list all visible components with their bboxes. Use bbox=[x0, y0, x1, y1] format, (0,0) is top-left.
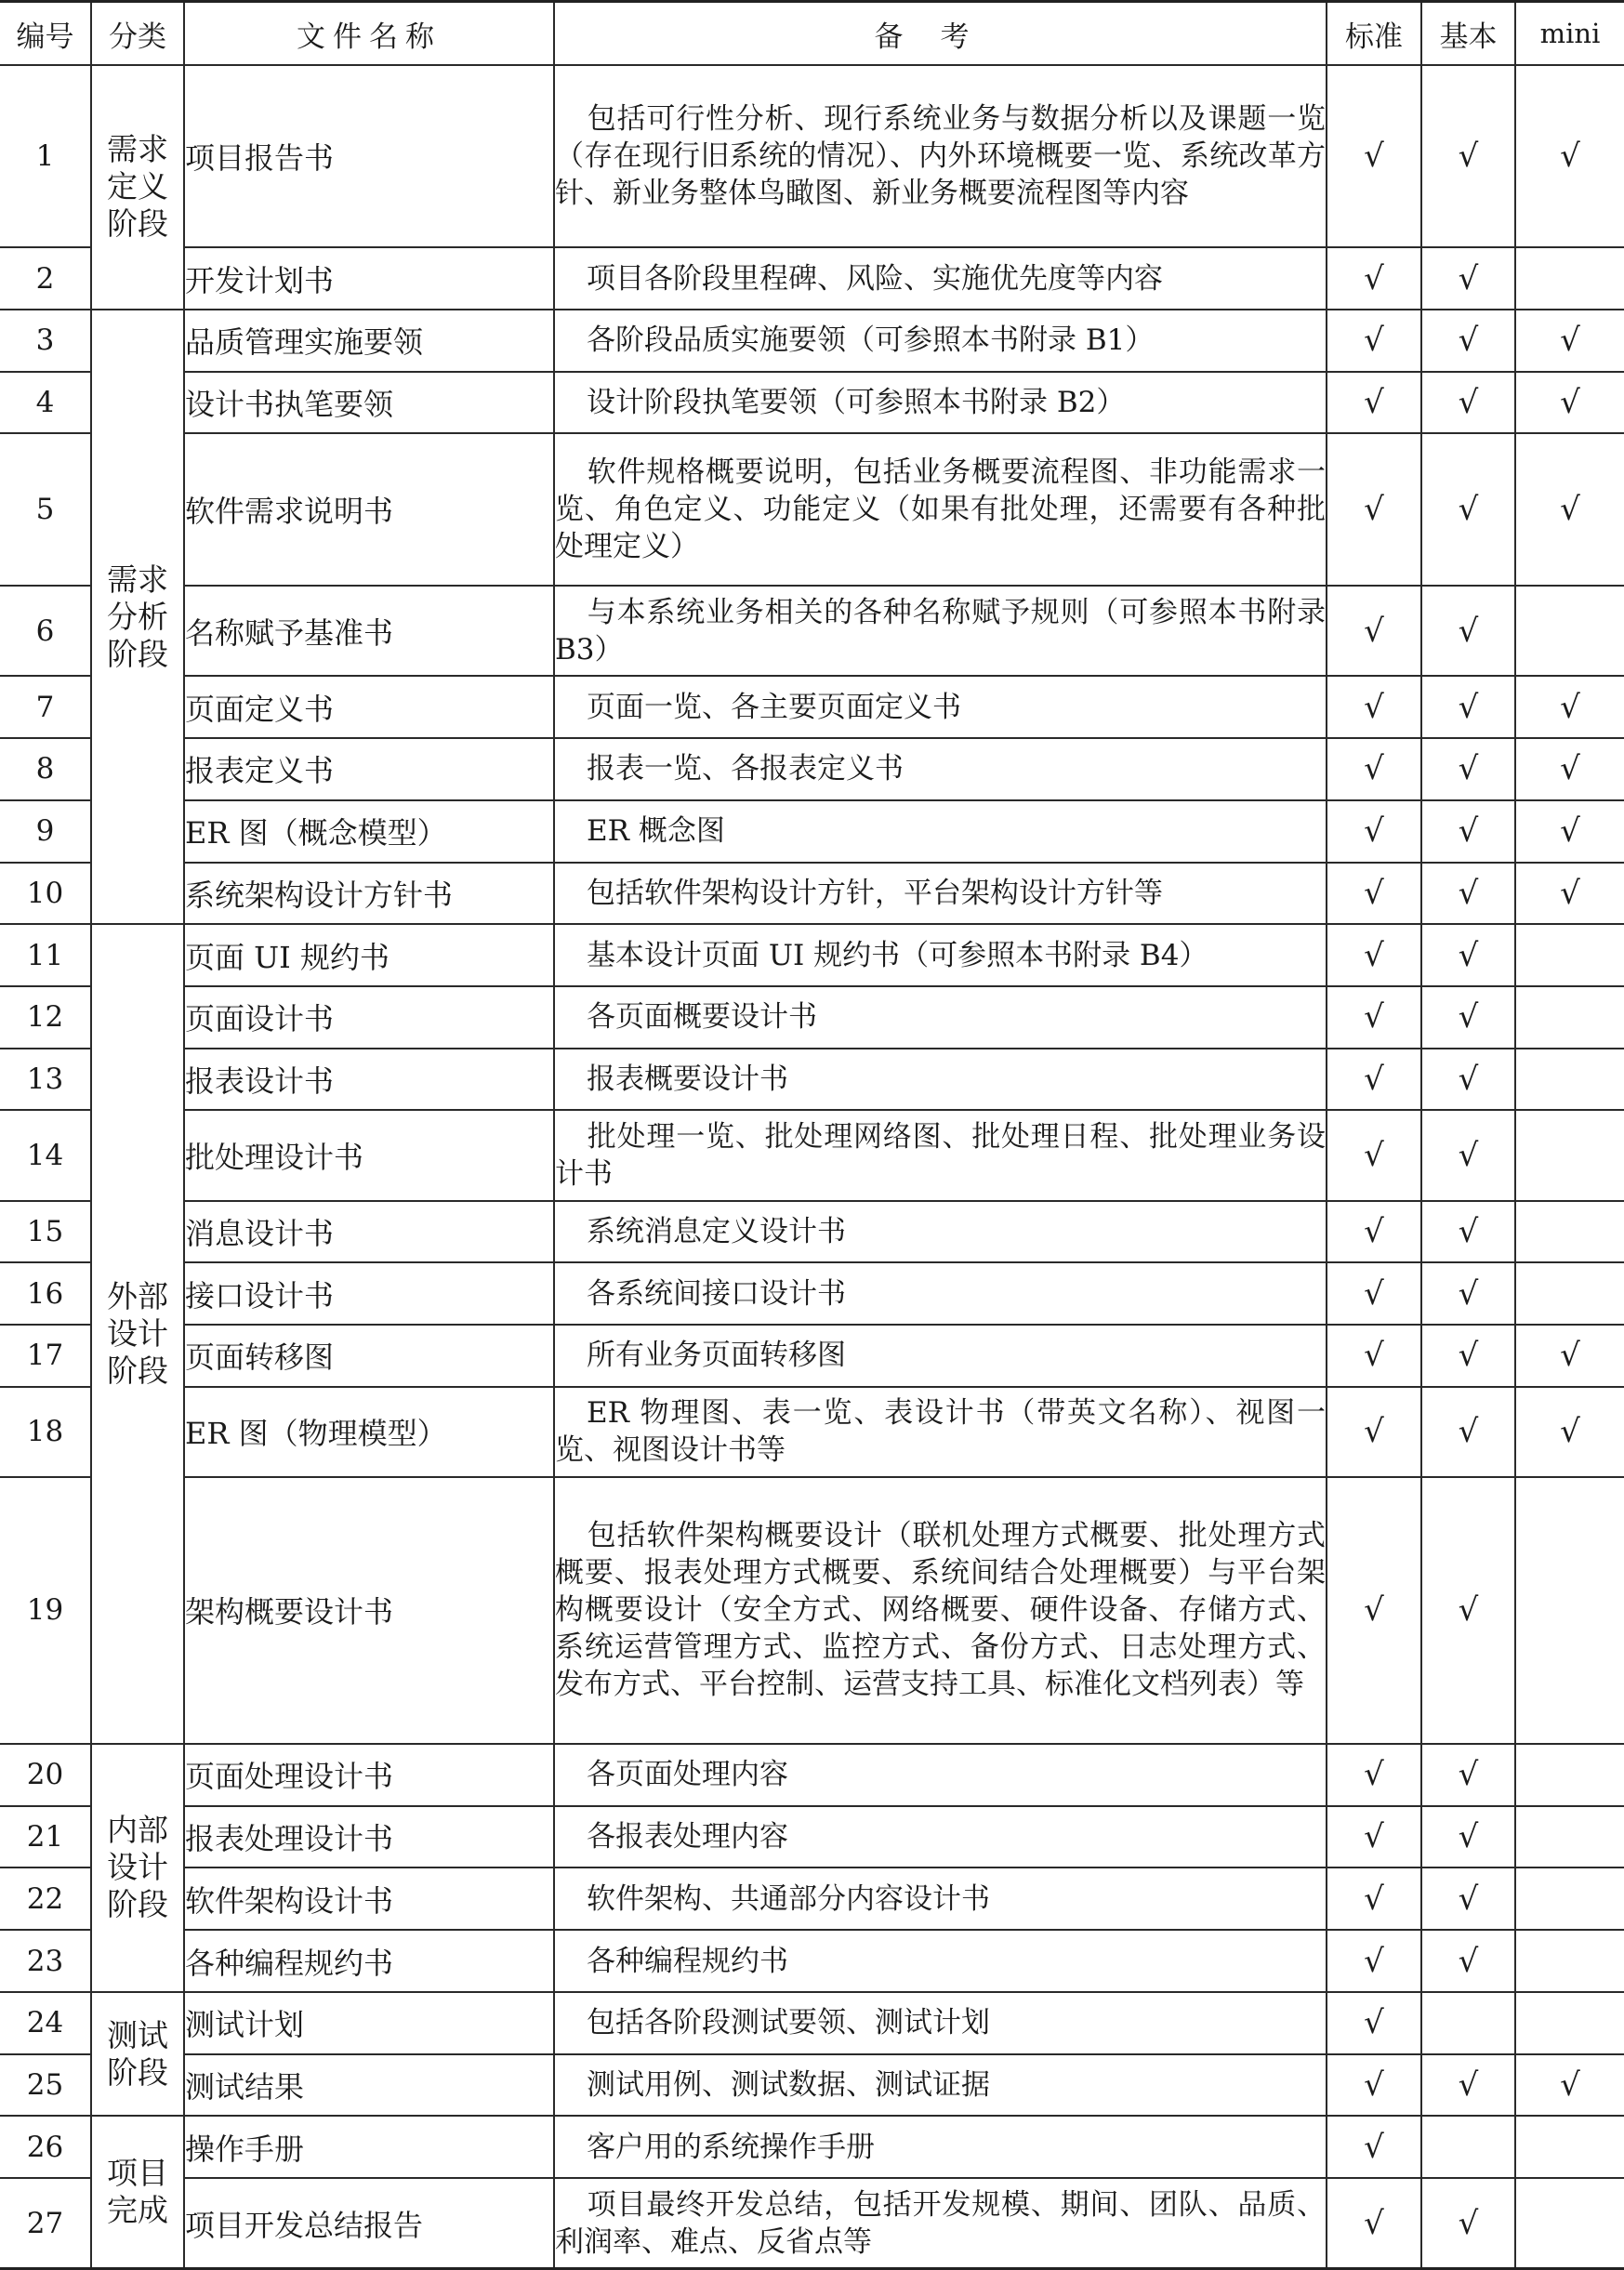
category-cell bbox=[91, 1744, 184, 1992]
file-name: 软件架构设计书 bbox=[184, 1867, 554, 1930]
table-row bbox=[0, 1806, 1624, 1868]
table-row bbox=[0, 738, 1624, 800]
check-mini bbox=[1515, 1992, 1624, 2054]
check-mark-icon: √ bbox=[1364, 2066, 1384, 2105]
row-number: 3 bbox=[0, 310, 91, 372]
table-row bbox=[0, 433, 1624, 586]
check-mark-icon: √ bbox=[1364, 1136, 1384, 1174]
check-mini bbox=[1515, 247, 1624, 310]
file-name: 品质管理实施要领 bbox=[184, 310, 554, 372]
check-mark-icon: √ bbox=[1364, 1337, 1384, 1375]
file-name: 系统架构设计方针书 bbox=[184, 863, 554, 925]
check-mini bbox=[1515, 676, 1624, 738]
row-number: 4 bbox=[0, 372, 91, 434]
check-mini bbox=[1515, 1744, 1624, 1806]
check-basic bbox=[1421, 1325, 1515, 1387]
check-mini bbox=[1515, 800, 1624, 863]
check-mark-icon: √ bbox=[1458, 1880, 1479, 1918]
check-std bbox=[1327, 1806, 1421, 1868]
check-mark-icon: √ bbox=[1364, 322, 1384, 360]
row-number: 16 bbox=[0, 1262, 91, 1325]
check-mini bbox=[1515, 310, 1624, 372]
table-row bbox=[0, 1387, 1624, 1477]
check-mark-icon: √ bbox=[1458, 936, 1479, 974]
check-mark-icon: √ bbox=[1364, 491, 1384, 529]
check-mini bbox=[1515, 1867, 1624, 1930]
check-std bbox=[1327, 65, 1421, 247]
check-mark-icon: √ bbox=[1458, 1212, 1479, 1250]
check-mark-icon: √ bbox=[1560, 750, 1580, 788]
check-mark-icon: √ bbox=[1458, 491, 1479, 529]
row-number: 1 bbox=[0, 65, 91, 247]
table-row bbox=[0, 1110, 1624, 1200]
check-mark-icon: √ bbox=[1458, 1942, 1479, 1980]
row-number: 24 bbox=[0, 1992, 91, 2054]
row-number: 7 bbox=[0, 676, 91, 738]
note-text: 报表概要设计书 bbox=[587, 1062, 788, 1097]
table-row bbox=[0, 800, 1624, 863]
check-mini bbox=[1515, 924, 1624, 986]
table-row bbox=[0, 924, 1624, 986]
check-std bbox=[1327, 372, 1421, 434]
check-basic bbox=[1421, 247, 1515, 310]
note-text: 报表一览、各报表定义书 bbox=[587, 752, 904, 786]
check-mark-icon: √ bbox=[1364, 384, 1384, 422]
table-row bbox=[0, 2054, 1624, 2117]
table-row bbox=[0, 247, 1624, 310]
check-std bbox=[1327, 1992, 1421, 2054]
check-mark-icon: √ bbox=[1364, 1942, 1384, 1980]
note-text: 基本设计页面 UI 规约书（可参照本书附录 B4） bbox=[587, 938, 1208, 972]
row-number: 17 bbox=[0, 1325, 91, 1387]
note-cell bbox=[554, 586, 1327, 676]
check-mark-icon: √ bbox=[1560, 812, 1580, 851]
check-std bbox=[1327, 800, 1421, 863]
check-mark-icon: √ bbox=[1560, 1337, 1580, 1375]
note-cell bbox=[554, 863, 1327, 925]
note-text: 各系统间接口设计书 bbox=[587, 1276, 846, 1311]
category-cell bbox=[91, 310, 184, 924]
row-number: 8 bbox=[0, 738, 91, 800]
category-label: 测试阶段 bbox=[107, 2016, 168, 2091]
row-number: 27 bbox=[0, 2178, 91, 2268]
check-std bbox=[1327, 1867, 1421, 1930]
check-mark-icon: √ bbox=[1458, 998, 1479, 1036]
check-mark-icon: √ bbox=[1458, 138, 1479, 176]
file-name: 消息设计书 bbox=[184, 1201, 554, 1263]
category-label: 外部设计阶段 bbox=[107, 1278, 168, 1390]
check-std bbox=[1327, 1049, 1421, 1111]
note-text: 所有业务页面转移图 bbox=[587, 1339, 846, 1373]
note-text: 软件架构、共通部分内容设计书 bbox=[587, 1881, 990, 1916]
check-basic bbox=[1421, 1867, 1515, 1930]
header-mini: mini bbox=[1515, 2, 1624, 66]
check-mark-icon: √ bbox=[1458, 384, 1479, 422]
check-std bbox=[1327, 924, 1421, 986]
check-std bbox=[1327, 1387, 1421, 1477]
check-mini bbox=[1515, 1110, 1624, 1200]
check-basic bbox=[1421, 1387, 1515, 1477]
file-name: 架构概要设计书 bbox=[184, 1477, 554, 1744]
file-name: 项目报告书 bbox=[184, 65, 554, 247]
note-cell bbox=[554, 1867, 1327, 1930]
note-text: 各阶段品质实施要领（可参照本书附录 B1） bbox=[587, 323, 1155, 358]
file-name: 项目开发总结报告 bbox=[184, 2178, 554, 2268]
check-mark-icon: √ bbox=[1458, 612, 1479, 650]
note-cell bbox=[554, 1477, 1327, 1744]
file-name: 各种编程规约书 bbox=[184, 1930, 554, 1992]
check-mini bbox=[1515, 1201, 1624, 1263]
row-number: 23 bbox=[0, 1930, 91, 1992]
check-mark-icon: √ bbox=[1458, 1061, 1479, 1099]
check-basic bbox=[1421, 863, 1515, 925]
row-number: 10 bbox=[0, 863, 91, 925]
table-row bbox=[0, 1262, 1624, 1325]
note-cell bbox=[554, 2054, 1327, 2117]
note-cell bbox=[554, 1325, 1327, 1387]
table-row bbox=[0, 310, 1624, 372]
file-name: 报表处理设计书 bbox=[184, 1806, 554, 1868]
note-cell bbox=[554, 1806, 1327, 1868]
category-label: 内部设计阶段 bbox=[107, 1812, 168, 1923]
note-cell bbox=[554, 433, 1327, 586]
table-row bbox=[0, 1867, 1624, 1930]
note-cell bbox=[554, 1387, 1327, 1477]
check-basic bbox=[1421, 800, 1515, 863]
header-num: 编号 bbox=[0, 2, 91, 66]
note-cell bbox=[554, 1930, 1327, 1992]
header-basic: 基本 bbox=[1421, 2, 1515, 66]
file-name: 名称赋予基准书 bbox=[184, 586, 554, 676]
row-number: 19 bbox=[0, 1477, 91, 1744]
check-basic bbox=[1421, 738, 1515, 800]
check-mini bbox=[1515, 863, 1624, 925]
check-basic bbox=[1421, 1806, 1515, 1868]
check-mini bbox=[1515, 1049, 1624, 1111]
table-row bbox=[0, 1930, 1624, 1992]
check-basic bbox=[1421, 65, 1515, 247]
check-basic bbox=[1421, 586, 1515, 676]
check-std bbox=[1327, 676, 1421, 738]
note-text: 系统消息定义设计书 bbox=[587, 1214, 846, 1248]
check-std bbox=[1327, 2054, 1421, 2117]
file-name: 操作手册 bbox=[184, 2116, 554, 2178]
check-mark-icon: √ bbox=[1458, 2204, 1479, 2242]
check-mini bbox=[1515, 1387, 1624, 1477]
table-row bbox=[0, 1744, 1624, 1806]
check-basic bbox=[1421, 924, 1515, 986]
note-cell bbox=[554, 1992, 1327, 2054]
check-mark-icon: √ bbox=[1458, 812, 1479, 851]
note-cell bbox=[554, 247, 1327, 310]
check-mini bbox=[1515, 1262, 1624, 1325]
check-std bbox=[1327, 1930, 1421, 1992]
check-mark-icon: √ bbox=[1364, 612, 1384, 650]
file-name: 页面 UI 规约书 bbox=[184, 924, 554, 986]
file-name: 批处理设计书 bbox=[184, 1110, 554, 1200]
row-number: 18 bbox=[0, 1387, 91, 1477]
note-cell bbox=[554, 2178, 1327, 2268]
row-number: 12 bbox=[0, 986, 91, 1049]
file-name: 报表定义书 bbox=[184, 738, 554, 800]
check-mini bbox=[1515, 372, 1624, 434]
file-name: 测试结果 bbox=[184, 2054, 554, 2117]
check-std bbox=[1327, 1110, 1421, 1200]
row-number: 6 bbox=[0, 586, 91, 676]
file-name: 页面设计书 bbox=[184, 986, 554, 1049]
check-std bbox=[1327, 1201, 1421, 1263]
table-row bbox=[0, 1992, 1624, 2054]
check-std bbox=[1327, 310, 1421, 372]
check-mark-icon: √ bbox=[1560, 688, 1580, 726]
note-cell bbox=[554, 800, 1327, 863]
check-mini bbox=[1515, 1325, 1624, 1387]
note-text: 包括可行性分析、现行系统业务与数据分析以及课题一览（存在现行旧系统的情况）、内外环境概要一览、系统改革方针、新业务整体鸟瞰图、新业务概要流程图等内容 bbox=[555, 102, 1326, 211]
note-text: 包括软件架构设计方针，平台架构设计方针等 bbox=[587, 876, 1163, 910]
check-std bbox=[1327, 1325, 1421, 1387]
note-text: 页面一览、各主要页面定义书 bbox=[587, 690, 961, 724]
check-mark-icon: √ bbox=[1458, 322, 1479, 360]
check-std bbox=[1327, 2116, 1421, 2178]
table-row bbox=[0, 986, 1624, 1049]
check-mark-icon: √ bbox=[1364, 998, 1384, 1036]
table-row bbox=[0, 863, 1624, 925]
check-mini bbox=[1515, 1930, 1624, 1992]
check-mini bbox=[1515, 738, 1624, 800]
note-text: 测试用例、测试数据、测试证据 bbox=[587, 2068, 990, 2103]
file-name: 页面转移图 bbox=[184, 1325, 554, 1387]
header-row bbox=[0, 2, 1624, 66]
note-cell bbox=[554, 310, 1327, 372]
note-cell bbox=[554, 1049, 1327, 1111]
note-cell bbox=[554, 1744, 1327, 1806]
file-name: 开发计划书 bbox=[184, 247, 554, 310]
table-row bbox=[0, 676, 1624, 738]
note-text: 各页面概要设计书 bbox=[587, 1000, 817, 1035]
check-basic bbox=[1421, 986, 1515, 1049]
file-name: ER 图（概念模型） bbox=[184, 800, 554, 863]
check-mark-icon: √ bbox=[1458, 1591, 1479, 1630]
check-mark-icon: √ bbox=[1560, 384, 1580, 422]
row-number: 5 bbox=[0, 433, 91, 586]
check-basic bbox=[1421, 1477, 1515, 1744]
note-text: 项目最终开发总结，包括开发规模、期间、团队、品质、利润率、难点、反省点等 bbox=[555, 2187, 1326, 2259]
row-number: 20 bbox=[0, 1744, 91, 1806]
check-mark-icon: √ bbox=[1458, 874, 1479, 912]
check-mark-icon: √ bbox=[1364, 1756, 1384, 1794]
note-cell bbox=[554, 65, 1327, 247]
check-basic bbox=[1421, 676, 1515, 738]
note-text: ER 概念图 bbox=[587, 814, 725, 849]
note-cell bbox=[554, 1201, 1327, 1263]
check-mark-icon: √ bbox=[1364, 1274, 1384, 1313]
check-basic bbox=[1421, 1110, 1515, 1200]
row-number: 9 bbox=[0, 800, 91, 863]
table-row bbox=[0, 2178, 1624, 2268]
row-number: 2 bbox=[0, 247, 91, 310]
check-mark-icon: √ bbox=[1364, 259, 1384, 297]
check-basic bbox=[1421, 1744, 1515, 1806]
check-mini bbox=[1515, 1806, 1624, 1868]
check-mark-icon: √ bbox=[1364, 750, 1384, 788]
note-cell bbox=[554, 676, 1327, 738]
check-mark-icon: √ bbox=[1364, 1061, 1384, 1099]
note-cell bbox=[554, 2116, 1327, 2178]
category-label: 需求定义阶段 bbox=[107, 131, 168, 243]
file-name: 设计书执笔要领 bbox=[184, 372, 554, 434]
check-std bbox=[1327, 1262, 1421, 1325]
check-mark-icon: √ bbox=[1458, 750, 1479, 788]
table-row bbox=[0, 65, 1624, 247]
check-mark-icon: √ bbox=[1364, 874, 1384, 912]
note-text: 软件规格概要说明，包括业务概要流程图、非功能需求一览、角色定义、功能定义（如果有批处理，还需要有各种批处理定义） bbox=[555, 455, 1326, 564]
category-cell bbox=[91, 65, 184, 310]
note-cell bbox=[554, 738, 1327, 800]
check-mini bbox=[1515, 2178, 1624, 2268]
category-cell bbox=[91, 2116, 184, 2268]
category-label: 需求分析阶段 bbox=[107, 561, 168, 672]
check-basic bbox=[1421, 2178, 1515, 2268]
row-number: 25 bbox=[0, 2054, 91, 2117]
check-basic bbox=[1421, 1992, 1515, 2054]
header-standard: 标准 bbox=[1327, 2, 1421, 66]
file-name: 页面定义书 bbox=[184, 676, 554, 738]
check-basic bbox=[1421, 310, 1515, 372]
note-cell bbox=[554, 986, 1327, 1049]
check-std bbox=[1327, 433, 1421, 586]
check-mini bbox=[1515, 986, 1624, 1049]
check-mini bbox=[1515, 65, 1624, 247]
category-label: 项目完成 bbox=[107, 2155, 168, 2229]
note-text: 批处理一览、批处理网络图、批处理日程、批处理业务设计书 bbox=[555, 1119, 1326, 1191]
header-category: 分类 bbox=[91, 2, 184, 66]
check-mark-icon: √ bbox=[1364, 1413, 1384, 1451]
file-name: 报表设计书 bbox=[184, 1049, 554, 1111]
check-basic bbox=[1421, 1201, 1515, 1263]
note-cell bbox=[554, 1110, 1327, 1200]
note-text: 项目各阶段里程碑、风险、实施优先度等内容 bbox=[587, 261, 1163, 296]
check-mark-icon: √ bbox=[1364, 138, 1384, 176]
check-basic bbox=[1421, 2054, 1515, 2117]
table-row bbox=[0, 1049, 1624, 1111]
row-number: 15 bbox=[0, 1201, 91, 1263]
check-mini bbox=[1515, 586, 1624, 676]
check-mark-icon: √ bbox=[1458, 1337, 1479, 1375]
table-row bbox=[0, 1477, 1624, 1744]
row-number: 21 bbox=[0, 1806, 91, 1868]
category-cell bbox=[91, 1992, 184, 2116]
table-row bbox=[0, 372, 1624, 434]
table-row bbox=[0, 1325, 1624, 1387]
check-std bbox=[1327, 586, 1421, 676]
table-row bbox=[0, 1201, 1624, 1263]
note-text: 各种编程规约书 bbox=[587, 1944, 788, 1978]
header-file-name: 文件名称 bbox=[184, 2, 554, 66]
check-mark-icon: √ bbox=[1364, 2128, 1384, 2166]
check-mark-icon: √ bbox=[1364, 2004, 1384, 2042]
check-mark-icon: √ bbox=[1364, 812, 1384, 851]
check-mark-icon: √ bbox=[1364, 1880, 1384, 1918]
check-mark-icon: √ bbox=[1458, 1818, 1479, 1856]
check-mark-icon: √ bbox=[1364, 1212, 1384, 1250]
check-std bbox=[1327, 738, 1421, 800]
check-mark-icon: √ bbox=[1560, 322, 1580, 360]
check-std bbox=[1327, 1477, 1421, 1744]
check-basic bbox=[1421, 372, 1515, 434]
check-mark-icon: √ bbox=[1458, 1136, 1479, 1174]
note-text: 各页面处理内容 bbox=[587, 1758, 788, 1792]
check-mark-icon: √ bbox=[1458, 1274, 1479, 1313]
check-mini bbox=[1515, 1477, 1624, 1744]
check-std bbox=[1327, 1744, 1421, 1806]
check-basic bbox=[1421, 2116, 1515, 2178]
check-mark-icon: √ bbox=[1560, 138, 1580, 176]
check-mark-icon: √ bbox=[1560, 491, 1580, 529]
check-mark-icon: √ bbox=[1364, 936, 1384, 974]
row-number: 11 bbox=[0, 924, 91, 986]
check-mark-icon: √ bbox=[1364, 2204, 1384, 2242]
check-mini bbox=[1515, 2054, 1624, 2117]
check-basic bbox=[1421, 1049, 1515, 1111]
note-text: 设计阶段执笔要领（可参照本书附录 B2） bbox=[587, 386, 1126, 420]
category-cell bbox=[91, 924, 184, 1744]
note-text: 包括软件架构概要设计（联机处理方式概要、批处理方式概要、报表处理方式概要、系统间结合处理概要）与平台架构概要设计（安全方式、网络概要、硬件设备、存储方式、系统运营管理方式、监控方式、备份方式、日志处理方式、发布方式、平台控制、运营支持工具、标准化文档列表）等 bbox=[555, 1519, 1326, 1702]
file-name: 测试计划 bbox=[184, 1992, 554, 2054]
check-std bbox=[1327, 2178, 1421, 2268]
note-text: 客户用的系统操作手册 bbox=[587, 2130, 875, 2164]
note-cell bbox=[554, 1262, 1327, 1325]
check-mark-icon: √ bbox=[1560, 2066, 1580, 2105]
check-std bbox=[1327, 986, 1421, 1049]
check-mark-icon: √ bbox=[1458, 688, 1479, 726]
row-number: 22 bbox=[0, 1867, 91, 1930]
check-mark-icon: √ bbox=[1458, 1756, 1479, 1794]
header-note: 备考 bbox=[554, 2, 1327, 66]
check-mini bbox=[1515, 433, 1624, 586]
row-number: 26 bbox=[0, 2116, 91, 2178]
file-name: ER 图（物理模型） bbox=[184, 1387, 554, 1477]
check-basic bbox=[1421, 1930, 1515, 1992]
check-mark-icon: √ bbox=[1458, 2066, 1479, 2105]
note-text: 各报表处理内容 bbox=[587, 1820, 788, 1854]
check-mark-icon: √ bbox=[1458, 259, 1479, 297]
check-basic bbox=[1421, 433, 1515, 586]
check-mini bbox=[1515, 2116, 1624, 2178]
check-basic bbox=[1421, 1262, 1515, 1325]
note-text: ER 物理图、表一览、表设计书（带英文名称）、视图一览、视图设计书等 bbox=[555, 1396, 1326, 1468]
check-mark-icon: √ bbox=[1560, 874, 1580, 912]
note-cell bbox=[554, 372, 1327, 434]
check-mark-icon: √ bbox=[1458, 1413, 1479, 1451]
file-name: 软件需求说明书 bbox=[184, 433, 554, 586]
check-mark-icon: √ bbox=[1364, 1591, 1384, 1630]
row-number: 14 bbox=[0, 1110, 91, 1200]
note-text: 包括各阶段测试要领、测试计划 bbox=[587, 2006, 990, 2040]
file-name: 接口设计书 bbox=[184, 1262, 554, 1325]
row-number: 13 bbox=[0, 1049, 91, 1111]
note-cell bbox=[554, 924, 1327, 986]
table-row bbox=[0, 586, 1624, 676]
table-row bbox=[0, 2116, 1624, 2178]
note-text: 与本系统业务相关的各种名称赋予规则（可参照本书附录 B3） bbox=[555, 595, 1326, 666]
check-mark-icon: √ bbox=[1560, 1413, 1580, 1451]
check-std bbox=[1327, 863, 1421, 925]
check-mark-icon: √ bbox=[1364, 688, 1384, 726]
file-name: 页面处理设计书 bbox=[184, 1744, 554, 1806]
check-std bbox=[1327, 247, 1421, 310]
check-mark-icon: √ bbox=[1364, 1818, 1384, 1856]
